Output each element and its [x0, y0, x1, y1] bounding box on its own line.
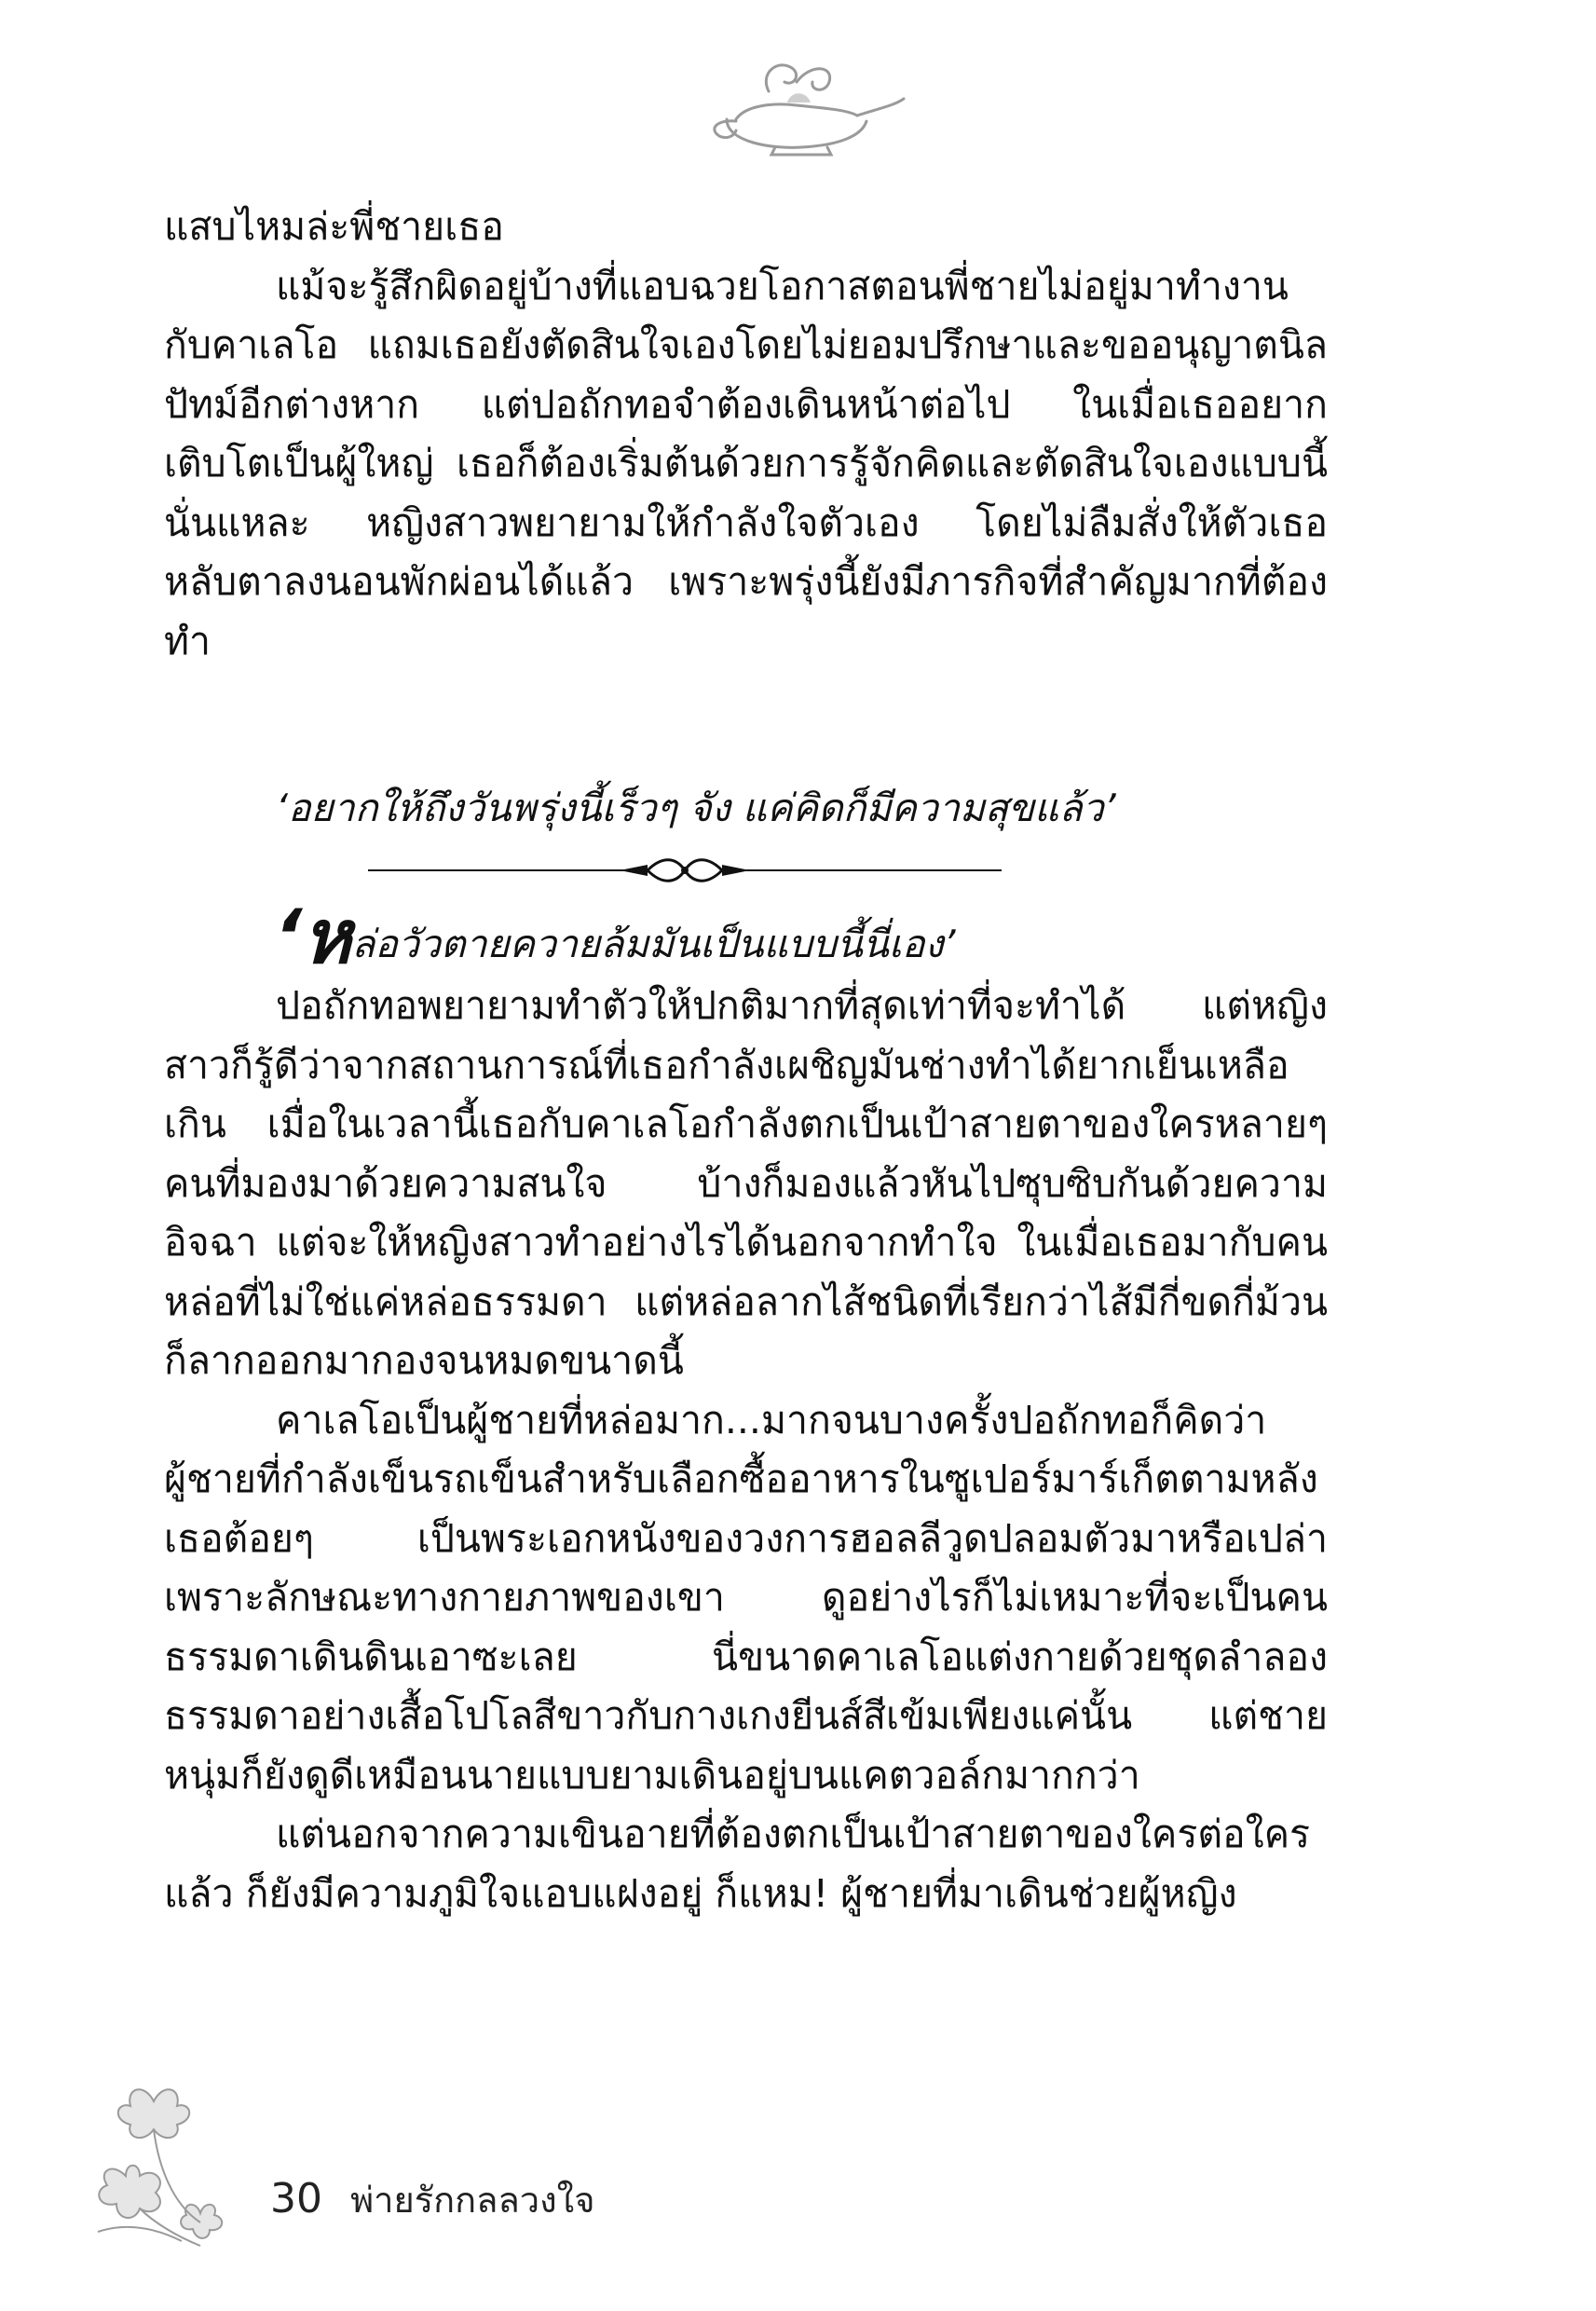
paragraph: แสบไหมล่ะพี่ชายเธอ — [164, 204, 504, 249]
scroll-divider-icon — [368, 852, 1002, 889]
section-two — [164, 977, 1328, 1923]
drop-cap: ห — [302, 894, 352, 980]
section-one — [164, 198, 1328, 671]
italic-quote: ‘อยากให้ถึงวันพรุ่งนี้เร็วๆ จัง แค่คิดก็มีความสุขแล้ว’ — [276, 786, 1116, 830]
page-footer — [270, 2171, 594, 2228]
heading-text: ล่อวัวตายควายล้มมันเป็นแบบนี้นี่เอง’ — [351, 922, 956, 966]
lily-flower-icon — [89, 2073, 247, 2260]
paragraph: แม้จะรู้สึกผิดอยู่บ้างที่แอบฉวยโอกาสตอนพี่ชายไม่อยู่มาทำงานกับคาเลโอ แถมเธอยังตัดสินใจเองโดยไม่ยอมปรึกษาและขออนุญาตนิลปัทม์อีกต่างหาก แต่ปอถักทอจำต้องเดินหน้าต่อไป ในเมื่อเธออยากเติบโตเป็นผู้ใหญ่ เธอก็ต้องเริ่มต้นด้วยการรู้จักคิดและตัดสินใจเองแบบนี้นั่นแหละ หญิงสาวพยายามให้กำลังใจตัวเอง โดยไม่ลืมสั่งให้ตัวเธอหลับตาลงนอนพักผ่อนได้แล้ว เพราะพรุ่งนี้ยังมีภารกิจที่สำคัญมากที่ต้องทำ — [164, 263, 1328, 663]
heading-quote-mark: ‘ — [274, 894, 303, 980]
book-title: พ่ายรักกลลวงใจ — [350, 2180, 595, 2221]
paragraph: แต่นอกจากความเขินอายที่ต้องตกเป็นเป้าสายตาของใครต่อใครแล้ว ก็ยังมีความภูมิใจแอบแฝงอยู่ ก็แหม! ผู้ชายที่มาเดินช่วยผู้หญิง — [164, 1812, 1311, 1916]
section-heading — [274, 894, 956, 981]
paragraph: คาเลโอเป็นผู้ชายที่หล่อมาก...มากจนบางครั้งปอถักทอก็คิดว่าผู้ชายที่กำลังเข็นรถเข็นสำหรับเลือกซื้ออาหารในซูเปอร์มาร์เก็ตตามหลังเธอต้อยๆ เป็นพระเอกหนังของวงการฮอลลีวูดปลอมตัวมาหรือเปล่า เพราะลักษณะทางกายภาพของเขา ดูอย่างไรก็ไม่เหมาะที่จะเป็นคนธรรมดาเดินดินเอาซะเลย นี่ขนาดคาเลโอแต่งกายด้วยชุดลำลองธรรมดาอย่างเสื้อโปโลสีขาวกับกางเกงยีนส์สีเข้มเพียงแค่นั้น แต่ชายหนุ่มก็ยังดูดีเหมือนนายแบบยามเดินอยู่บนแคตวอล์กมากกว่า — [164, 1397, 1328, 1798]
page-number: 30 — [270, 2175, 322, 2222]
genie-lamp-icon — [671, 54, 922, 157]
paragraph: ปอถักทอพยายามทำตัวให้ปกติมากที่สุดเท่าที่จะทำได้ แต่หญิงสาวก็รู้ดีว่าจากสถานการณ์ที่เธอกำลังเผชิญมันช่างทำได้ยากเย็นเหลือเกิน เมื่อในเวลานี้เธอกับคาเลโอกำลังตกเป็นเป้าสายตาของใครหลายๆ คนที่มองมาด้วยความสนใจ บ้างก็มองแล้วหันไปซุบซิบกันด้วยความอิจฉา แต่จะให้หญิงสาวทำอย่างไรได้นอกจากทำใจ ในเมื่อเธอมากับคนหล่อที่ไม่ใช่แค่หล่อธรรมดา แต่หล่อลากไส้ชนิดที่เรียกว่าไส้มีกี่ขดกี่ม้วนก็ลากออกมากองจนหมดขนาดนี้ — [164, 983, 1328, 1383]
